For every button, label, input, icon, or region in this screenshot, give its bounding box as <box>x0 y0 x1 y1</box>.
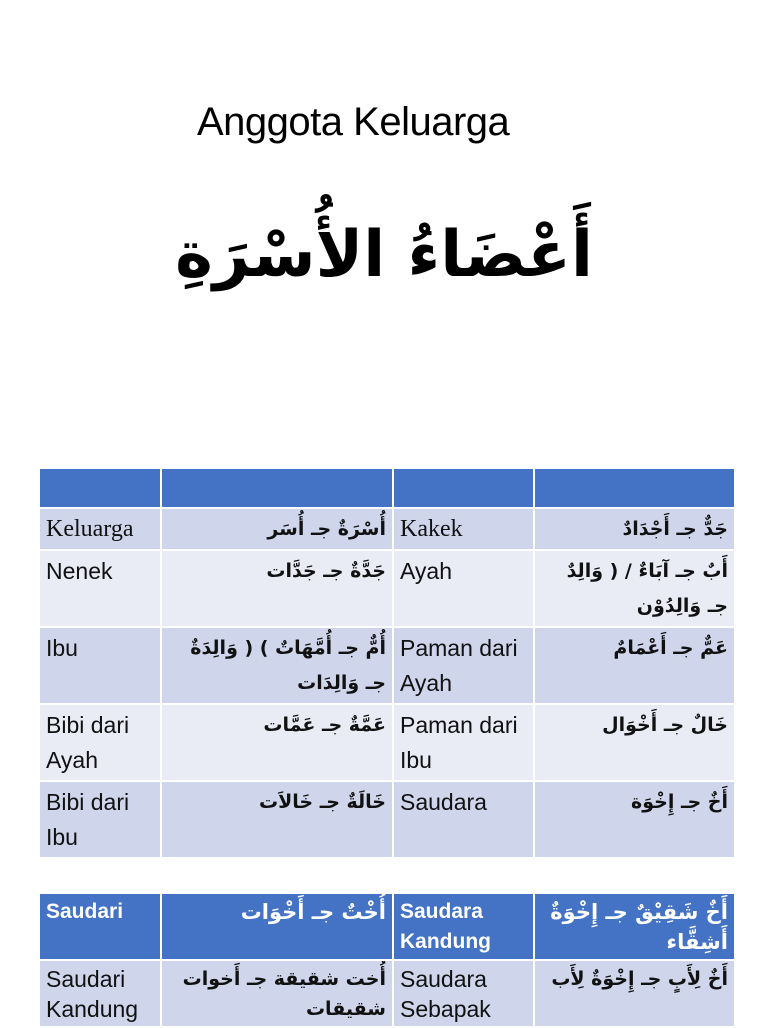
indonesian-term: Paman dari Ibu <box>393 704 534 781</box>
header-cell <box>39 468 161 508</box>
arabic-term: جَدَّةٌ جـ جَدَّات <box>161 550 393 627</box>
indonesian-term: Bibi dari Ibu <box>39 781 161 858</box>
table-row <box>39 550 735 627</box>
indonesian-term: Keluarga <box>39 508 161 550</box>
indonesian-term: Saudara Kandung <box>393 893 534 960</box>
arabic-term: أَخٌ لِأَبٍ جـ إِخْوَةٌ لِأَب <box>534 960 735 1027</box>
indonesian-term: Saudari <box>39 893 161 960</box>
indonesian-term: Saudara Sebapak <box>393 960 534 1027</box>
arabic-term: أُمٌّ جـ أُمَّهَاتٌ ) ( وَالِدَةٌ جـ وَالِدَات <box>161 627 393 704</box>
arabic-term: عَمٌّ جـ أَعْمَامٌ <box>534 627 735 704</box>
family-vocabulary-table <box>38 467 736 859</box>
arabic-term: أُخْتٌ جـ أَخْوَات <box>161 893 393 960</box>
arabic-term: أُسْرَةٌ جـ أُسَر <box>161 508 393 550</box>
table-header-row <box>39 468 735 508</box>
indonesian-term: Saudara <box>393 781 534 858</box>
table-row <box>39 893 735 960</box>
page-title: Anggota Keluarga <box>197 100 510 144</box>
indonesian-term: Saudari Kandung <box>39 960 161 1027</box>
header-cell <box>534 468 735 508</box>
header-cell <box>161 468 393 508</box>
arabic-term: أَبٌ جـ آبَاءٌ / ( وَالِدٌ جـ وَالِدُوْن <box>534 550 735 627</box>
arabic-term: أُخت شقيقة جـ أَخوات شقيقات <box>161 960 393 1027</box>
table-row <box>39 704 735 781</box>
indonesian-term: Nenek <box>39 550 161 627</box>
arabic-title: أَعْضَاءُ الأُسْرَةِ <box>175 218 593 292</box>
indonesian-term: Bibi dari Ayah <box>39 704 161 781</box>
indonesian-term: Ibu <box>39 627 161 704</box>
indonesian-term: Ayah <box>393 550 534 627</box>
table-row <box>39 627 735 704</box>
header-cell <box>393 468 534 508</box>
arabic-term: خَالٌ جـ أَخْوَال <box>534 704 735 781</box>
table-row <box>39 781 735 858</box>
indonesian-term: Paman dari Ayah <box>393 627 534 704</box>
table-row <box>39 960 735 1027</box>
indonesian-term: Kakek <box>393 508 534 550</box>
arabic-term: خَالَةٌ جـ خَالاَت <box>161 781 393 858</box>
table-row <box>39 508 735 550</box>
arabic-term: جَدٌّ جـ أَجْدَادٌ <box>534 508 735 550</box>
arabic-term: أَخٌ شَقِيْقٌ جـ إِخْوَةٌ أَشِقَّاء <box>534 893 735 960</box>
arabic-term: عَمَّةٌ جـ عَمَّات <box>161 704 393 781</box>
arabic-term: أَخٌ جـ إِخْوَة <box>534 781 735 858</box>
siblings-vocabulary-table <box>38 892 736 1028</box>
